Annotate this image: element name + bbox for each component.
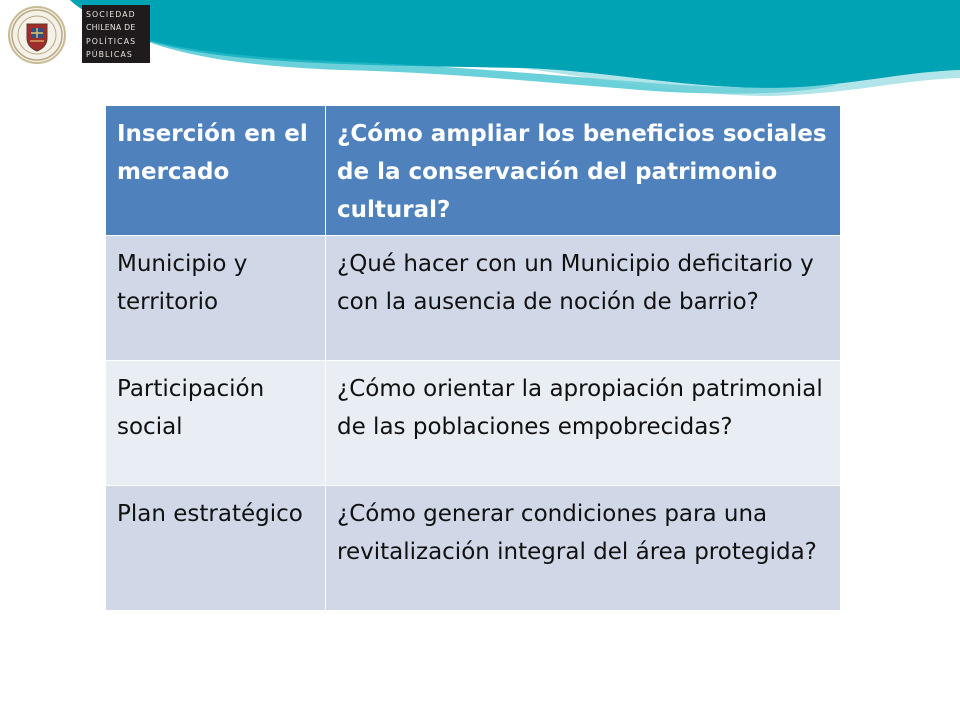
row-topic-cell: Municipio y territorio (106, 236, 326, 361)
row-topic-cell: Plan estratégico (106, 486, 326, 611)
header-topic-cell: Inserción en el mercado (106, 106, 326, 236)
table-header-row (106, 106, 841, 236)
row-question-cell: ¿Cómo orientar la apropiación patrimonial de las poblaciones empobrecidas? (326, 361, 841, 486)
table-row (106, 236, 841, 361)
row-topic-cell: Participación social (106, 361, 326, 486)
row-question-cell: ¿Qué hacer con un Municipio deficitario y con la ausencia de noción de barrio? (326, 236, 841, 361)
university-seal-icon (8, 6, 66, 64)
questions-table (105, 105, 841, 611)
sociedad-chilena-logo (82, 5, 150, 63)
table-row (106, 361, 841, 486)
row-question-cell: ¿Cómo generar condiciones para una revitalización integral del área protegida? (326, 486, 841, 611)
logo-line: SOCIEDAD (86, 10, 136, 19)
logo-line: CHILENA DE (86, 23, 136, 33)
logo-line: PÚBLICAS (86, 49, 133, 59)
table-row (106, 486, 841, 611)
logo-line: POLÍTICAS (86, 36, 137, 46)
header-question-cell: ¿Cómo ampliar los beneficios sociales de la conservación del patrimonio cultural? (326, 106, 841, 236)
